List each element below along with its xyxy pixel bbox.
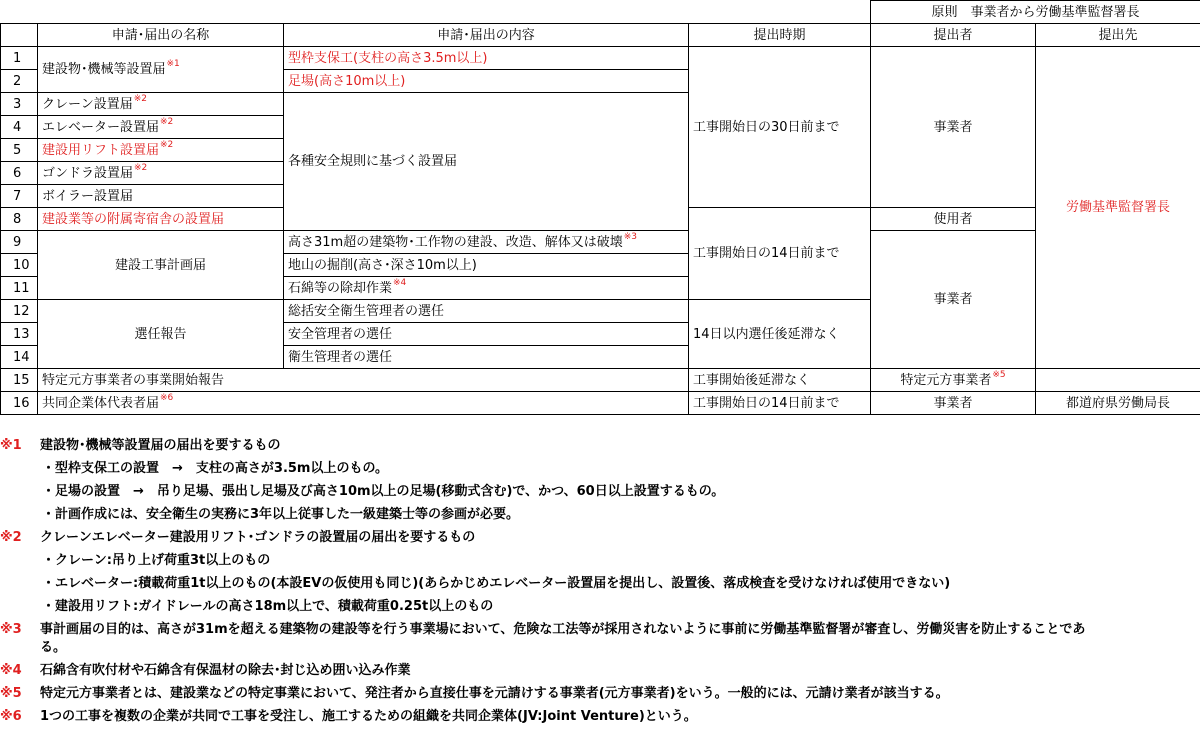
footnote-2-item: ・エレベーター:積載荷重1t以上のもの(本設EVの仮使用も同じ)(あらかじめエレベーター設置届を提出し、設置後、落成検査を受けなければ使用できない)	[42, 576, 951, 591]
footnote-1-item: ・型枠支保工の設置 → 支柱の高さが3.5m以上のもの。	[42, 461, 388, 476]
footnote-1-item: ・計画作成には、安全衛生の実務に3年以上従事した一級建築士等の参画が必要。	[42, 507, 520, 522]
footnotes	[0, 434, 1200, 728]
submitter-cell: 特定元方事業者$^{※5}$	[871, 369, 1036, 392]
row-number: 13	[1, 323, 38, 346]
name-cell: 建設工事計画届	[38, 231, 284, 300]
footnote-6: ※6 1つの工事を複数の企業が共同で工事を受注し、施工するための組織を共同企業体(JV:Joint Venture)という。	[0, 709, 697, 724]
row-number: 12	[1, 300, 38, 323]
row-number: 4	[1, 116, 38, 139]
submitter-cell: 事業者	[871, 47, 1036, 208]
top-note: 原則 事業者から労働基準監督署長	[871, 1, 1200, 24]
name-cell: 建設業等の附属寄宿舎の設置届	[38, 208, 284, 231]
name-cell: 建設物･機械等設置届$^{※1}$	[38, 47, 284, 93]
footnote-1: ※1 建設物･機械等設置届の届出を要するもの	[0, 438, 281, 453]
timing-cell: 工事開始日の30日前まで	[689, 47, 871, 208]
submitter-cell: 使用者	[871, 208, 1036, 231]
header-submitter: 提出者	[871, 24, 1036, 47]
table-corner-blank	[1, 1, 871, 24]
footnote-1-item: ・足場の設置 → 吊り足場、張出し足場及び高さ10m以上の足場(移動式含む)で、かつ、60日以上設置するもの。	[42, 484, 725, 499]
row-number: 3	[1, 93, 38, 116]
timing-cell: 工事開始日の14日前まで	[689, 392, 871, 415]
destination-cell: 労働基準監督署長	[1036, 47, 1200, 369]
row-number: 8	[1, 208, 38, 231]
content-cell: 各種安全規則に基づく設置届	[284, 93, 689, 231]
row-number: 14	[1, 346, 38, 369]
table-row	[1, 231, 1200, 254]
name-cell: クレーン設置届$^{※2}$	[38, 93, 284, 116]
name-cell: 選任報告	[38, 300, 284, 369]
name-cell: 共同企業体代表者届$^{※6}$	[38, 392, 689, 415]
timing-cell: 工事開始日の14日前まで	[689, 208, 871, 300]
row-number: 11	[1, 277, 38, 300]
content-cell: 高さ31m超の建築物･工作物の建設、改造、解体又は破壊$^{※3}$	[284, 231, 689, 254]
content-cell: 安全管理者の選任	[284, 323, 689, 346]
content-cell: 衛生管理者の選任	[284, 346, 689, 369]
footnote-3: ※3 事計画届の目的は、高さが31mを超える建築物の建設等を行う事業場において、危険な工法等が採用されないように事前に労働基準監督署が審査し、労働災害を防止することであ	[0, 622, 1086, 637]
row-number: 16	[1, 392, 38, 415]
row-number: 7	[1, 185, 38, 208]
header-content: 申請･届出の内容	[284, 24, 689, 47]
name-cell: 建設用リフト設置届$^{※2}$	[38, 139, 284, 162]
footnote-3-cont: る。	[40, 640, 67, 655]
row-number: 9	[1, 231, 38, 254]
timing-cell: 工事開始後延滞なく	[689, 369, 871, 392]
row-number: 10	[1, 254, 38, 277]
name-cell: ゴンドラ設置届$^{※2}$	[38, 162, 284, 185]
header-timing: 提出時期	[689, 24, 871, 47]
submitter-cell: 事業者	[871, 392, 1036, 415]
table-row	[1, 369, 1200, 392]
row-number: 2	[1, 70, 38, 93]
header-destination: 提出先	[1036, 24, 1200, 47]
content-cell: 地山の掘削(高さ･深さ10m以上)	[284, 254, 689, 277]
footnote-2-item: ・クレーン:吊り上げ荷重3t以上のもの	[42, 553, 271, 568]
submitter-cell: 事業者	[871, 231, 1036, 369]
name-cell: ボイラー設置届	[38, 185, 284, 208]
row-number: 15	[1, 369, 38, 392]
footnote-2-item: ・建設用リフト:ガイドレールの高さ18m以上で、積載荷重0.25t以上のもの	[42, 599, 494, 614]
footnote-2: ※2 クレーンエレベーター建設用リフト･ゴンドラの設置届の届出を要するもの	[0, 530, 476, 545]
footnote-4: ※4 石綿含有吹付材や石綿含有保温材の除去･封じ込め囲い込み作業	[0, 663, 411, 678]
header-name: 申請･届出の名称	[38, 24, 284, 47]
table-row	[1, 47, 1200, 70]
content-cell: 足場(高さ10m以上)	[284, 70, 689, 93]
row-number: 6	[1, 162, 38, 185]
destination-cell: 都道府県労働局長	[1036, 392, 1200, 415]
row-number: 5	[1, 139, 38, 162]
footnote-5: ※5 特定元方事業者とは、建設業などの特定事業において、発注者から直接仕事を元請けする事業者(元方事業者)をいう。一般的には、元請け業者が該当する。	[0, 686, 949, 701]
table-row	[1, 392, 1200, 415]
content-cell: 型枠支保工(支柱の高さ3.5m以上)	[284, 47, 689, 70]
content-cell: 総括安全衛生管理者の選任	[284, 300, 689, 323]
name-cell: エレベーター設置届$^{※2}$	[38, 116, 284, 139]
timing-cell: 14日以内選任後延滞なく	[689, 300, 871, 369]
content-cell: 石綿等の除却作業$^{※4}$	[284, 277, 689, 300]
header-row	[1, 24, 1200, 47]
row-number: 1	[1, 47, 38, 70]
name-cell: 特定元方事業者の事業開始報告	[38, 369, 689, 392]
